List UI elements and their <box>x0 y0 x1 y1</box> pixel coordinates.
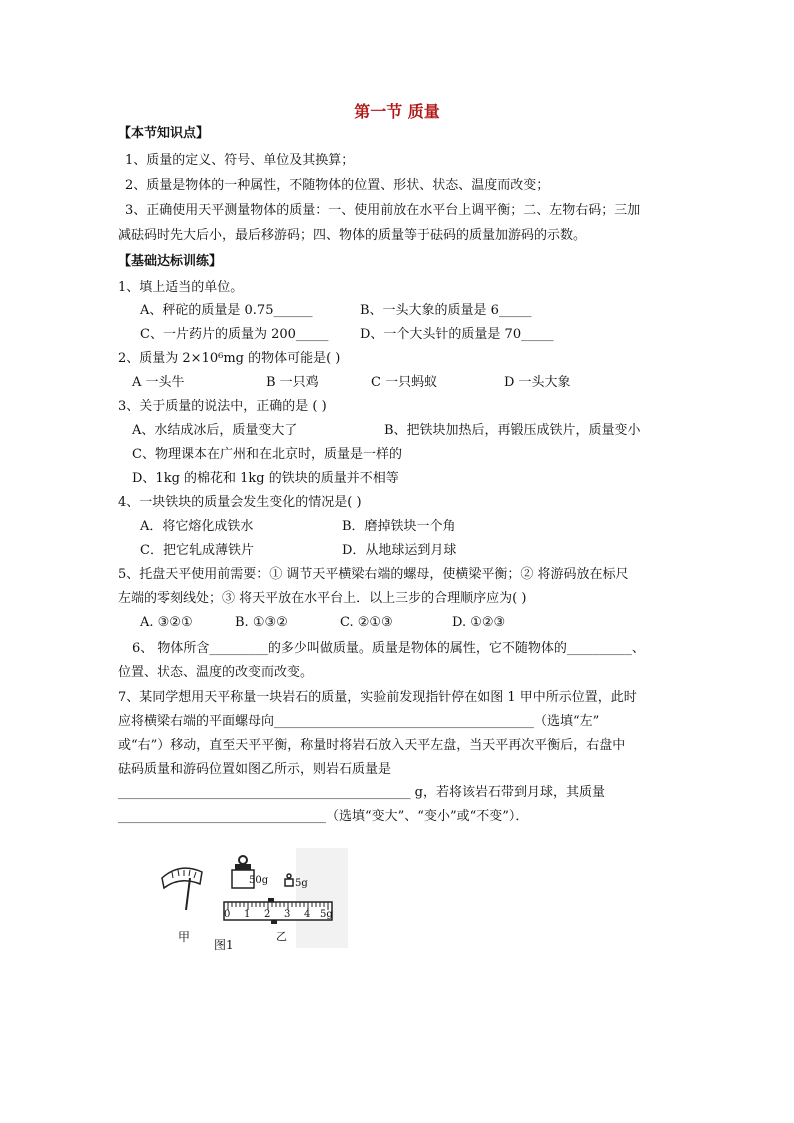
q4-option-a: A．将它熔化成铁水 <box>140 519 254 534</box>
weight-5g <box>285 874 293 886</box>
q4-stem: 4、一块铁块的质量会发生变化的情况是( ) <box>118 495 362 510</box>
scale-tick-label: 1 <box>244 909 251 920</box>
figure-label-yi: 乙 <box>276 930 287 943</box>
knowledge-point-1: 1、质量的定义、符号、单位及其换算； <box>125 153 355 168</box>
q3-stem: 3、关于质量的说法中，正确的是 ( ) <box>118 399 327 414</box>
figure-caption: 图1 <box>214 938 234 952</box>
figure-1 <box>158 848 348 952</box>
scale-tick-labels <box>222 909 334 921</box>
q7-line-3: 或“右”）移动，直至天平平衡，称量时将岩石放入天平左盘，当天平再次平衡后，右盘中 <box>118 738 626 753</box>
q5-line-1: 5、托盘天平使用前需要：① 调节天平横梁右端的螺母，使横梁平衡；② 将游码放在标尺 <box>118 567 629 582</box>
q2-option-c: C 一只蚂蚁 <box>371 375 438 390</box>
q2-option-a: A 一头牛 <box>132 375 185 390</box>
knowledge-heading: 【本节知识点】 <box>118 126 210 141</box>
q1-option-a: A、秤砣的质量是 0.75______ <box>140 303 313 318</box>
page-title: 第一节 质量 <box>354 102 440 121</box>
scale-tick-label: 2 <box>264 909 271 920</box>
q4-option-b: B．磨掉铁块一个角 <box>342 519 456 534</box>
q6-line-2: 位置、状态、温度的改变而改变。 <box>118 665 314 680</box>
q3-option-b: B、把铁块加热后，再锻压成铁片，质量变小 <box>384 423 641 438</box>
q5-option-c: C. ②①③ <box>340 615 393 630</box>
knowledge-point-3-line2: 减砝码时先大后小，最后移游码；四、物体的质量等于砝码的质量加游码的示数。 <box>118 228 587 243</box>
q5-option-d: D. ①②③ <box>452 615 506 630</box>
q1-option-c: C、一片药片的质量为 200_____ <box>140 327 329 342</box>
scale-tick-label: 3 <box>284 909 291 920</box>
q7-line-5: _____________________________________________ g，若将该岩石带到月球，其质量 <box>118 785 605 800</box>
scale-tick-label: 4 <box>304 909 311 920</box>
q1-stem: 1、填上适当的单位。 <box>118 280 244 295</box>
q5-line-2: 左端的零刻线处；③ 将天平放在水平台上．以上三步的合理顺序应为( ) <box>118 591 527 606</box>
weight-5g-label: 5g <box>295 878 308 889</box>
q7-line-1: 7、某同学想用天平称量一块岩石的质量，实验前发现指针停在如图 1 甲中所示位置，此时 <box>118 690 637 705</box>
q4-option-c: C．把它轧成薄铁片 <box>140 543 254 558</box>
weight-50g-label: 50g <box>249 875 269 886</box>
q7-line-6: ________________________________（选填“变大”、“变小”或“不变”）． <box>118 809 529 824</box>
q5-option-a: A. ③②① <box>140 615 193 630</box>
q6-line-1: 6、 物体所含_________的多少叫做质量。质量是物体的属性，它不随物体的__________、 <box>132 641 645 656</box>
q5-option-b: B. ①③② <box>235 615 288 630</box>
knowledge-point-3-line1: 3、正确使用天平测量物体的质量：一、使用前放在水平台上调平衡；二、左物右码；三加 <box>125 203 641 218</box>
q4-option-d: D．从地球运到月球 <box>342 543 457 558</box>
q2-option-b: B 一只鸡 <box>266 375 319 390</box>
balance-pointer <box>186 878 190 910</box>
q2-stem: 2、质量为 2×10⁶mg 的物体可能是( ) <box>118 351 341 366</box>
q1-option-d: D、一个大头针的质量是 70_____ <box>360 327 554 342</box>
figure-label-jia: 甲 <box>178 930 191 944</box>
q7-line-4: 砝码质量和游码位置如图乙所示，则岩石质量是 <box>118 762 392 777</box>
q3-option-a: A、水结成冰后，质量变大了 <box>132 423 298 438</box>
q3-option-c: C、物理课本在广州和在北京时，质量是一样的 <box>132 447 402 462</box>
scale-tick-label: 0 <box>224 909 231 920</box>
dial-gauge <box>162 868 202 888</box>
q3-option-d: D、1kg 的棉花和 1kg 的铁块的质量并不相等 <box>132 471 399 486</box>
training-heading: 【基础达标训练】 <box>118 254 223 269</box>
q2-option-d: D 一头大象 <box>504 375 571 390</box>
q1-option-b: B、一头大象的质量是 6_____ <box>360 303 532 318</box>
q7-line-2: 应将横梁右端的平面螺母向________________________________________（选填“左” <box>118 714 600 729</box>
knowledge-point-2: 2、质量是物体的一种属性，不随物体的位置、形状、状态、温度而改变； <box>125 178 550 193</box>
scale-tick-label: 5g <box>320 909 333 920</box>
